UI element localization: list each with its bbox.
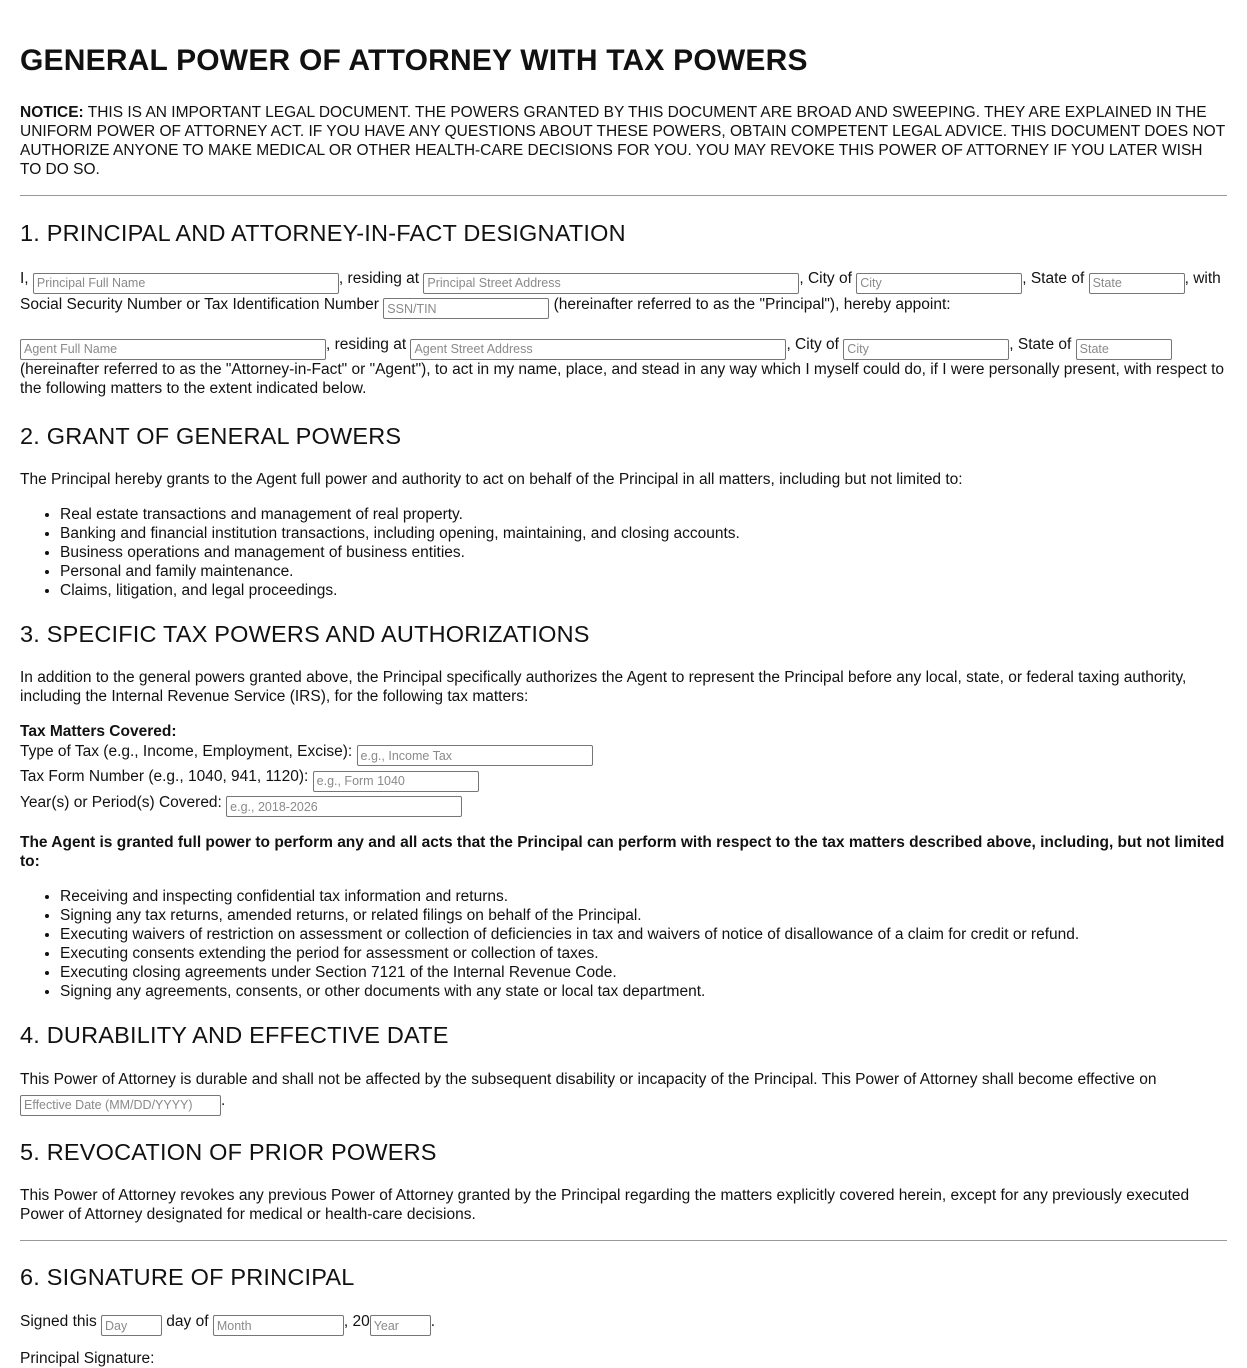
list-item: • Executing closing agreements under Section 7121 of the Internal Revenue Code. xyxy=(60,963,1227,982)
section-5-heading: 5. REVOCATION OF PRIOR POWERS xyxy=(20,1138,437,1165)
section-6-heading: 6. SIGNATURE OF PRINCIPAL xyxy=(20,1263,355,1290)
text-residing: , residing at xyxy=(338,270,424,287)
principal-city-input[interactable] xyxy=(856,273,1022,294)
principal-address-input[interactable] xyxy=(423,273,799,294)
tax-years-label: Year(s) or Period(s) Covered: xyxy=(20,793,227,811)
principal-name-input[interactable] xyxy=(33,273,339,294)
text-city: , City of xyxy=(799,270,857,287)
general-powers-list xyxy=(20,505,1227,600)
agent-state-input[interactable] xyxy=(1076,339,1172,360)
day-input[interactable] xyxy=(101,1315,162,1336)
text-agent-after: (hereinafter referred to as the "Attorney-in-Fact" or "Agent"), to act in my name, place, and stead in any way which I myself could do, if I were personally present, with respect to the following matters to the extent indicated below. xyxy=(20,360,1225,397)
durability-text: This Power of Attorney is durable and shall not be affected by the subsequent disability or incapacity of the Principal. This Power of Attorney shall become effective on xyxy=(20,1071,1157,1088)
principal-signature-label: Principal Signature: xyxy=(20,1350,155,1367)
divider xyxy=(20,195,1227,196)
list-item: • Real estate transactions and management of real property. xyxy=(60,505,1227,524)
twenty-text: , 20 xyxy=(343,1312,370,1330)
notice-text: THIS IS AN IMPORTANT LEGAL DOCUMENT. THE POWERS GRANTED BY THIS DOCUMENT ARE BROAD AND SWEEPING. THEY ARE EXPLAINED IN THE UNIFORM POWER OF ATTORNEY ACT. IF YOU HAVE ANY QUESTIONS ABOUT THESE POWERS, OBTAIN COMPETENT LEGAL ADVICE. THIS DOCUMENT DOES NOT AUTHORIZE ANYONE TO MAKE MEDICAL OR OTHER HEALTH-CARE DECISIONS FOR YOU. YOU MAY REVOKE THIS POWER OF ATTORNEY IF YOU LATER WISH TO DO SO. xyxy=(20,104,1225,178)
list-item: • Signing any tax returns, amended returns, or related filings on behalf of the Principal. xyxy=(60,906,1227,925)
principal-state-input[interactable] xyxy=(1089,273,1185,294)
section-2-intro: The Principal hereby grants to the Agent full power and authority to act on behalf of the Principal in all matters, including but not limited to: xyxy=(20,470,963,488)
section-2-heading: 2. GRANT OF GENERAL POWERS xyxy=(20,422,402,449)
tax-grant-statement: The Agent is granted full power to perform any and all acts that the Principal can perform with respect to the tax matters described above, including, but not limited to: xyxy=(20,834,1225,870)
text-state: , State of xyxy=(1022,270,1089,287)
text-state: , State of xyxy=(1009,336,1076,353)
list-item: • Executing consents extending the period for assessment or collection of taxes. xyxy=(60,944,1227,963)
agent-address-input[interactable] xyxy=(410,339,786,360)
text-appoint: (hereinafter referred to as the "Principal"), hereby appoint: xyxy=(549,295,951,313)
section-1-heading: 1. PRINCIPAL AND ATTORNEY-IN-FACT DESIGNATION xyxy=(20,220,626,246)
tax-years-input[interactable] xyxy=(226,796,462,817)
tax-powers-list xyxy=(20,887,1227,1001)
notice-label: NOTICE: xyxy=(20,104,84,121)
ssn-input[interactable] xyxy=(383,298,549,319)
list-item: • Personal and family maintenance. xyxy=(60,562,1227,581)
tax-matters-label: Tax Matters Covered: xyxy=(20,722,177,740)
period: . xyxy=(430,1312,436,1330)
tax-years-row xyxy=(20,792,1227,818)
document-title: GENERAL POWER OF ATTORNEY WITH TAX POWERS xyxy=(20,44,808,77)
period: . xyxy=(221,1092,226,1109)
section-4-heading: 4. DURABILITY AND EFFECTIVE DATE xyxy=(20,1022,449,1048)
day-of-text: day of xyxy=(162,1312,213,1330)
tax-form-row xyxy=(20,766,1227,792)
agent-city-input[interactable] xyxy=(843,339,1009,360)
list-item: • Signing any agreements, consents, or other documents with any state or local tax department. xyxy=(60,982,1227,1001)
section-4-text xyxy=(20,1069,1227,1116)
text-city: , City of xyxy=(786,336,844,353)
list-item: • Executing waivers of restriction on assessment or collection of deficiencies in tax and waivers of notice of disallowance of a claim for credit or refund. xyxy=(60,925,1227,944)
list-item: • Receiving and inspecting confidential tax information and returns. xyxy=(60,887,1227,906)
list-item: • Claims, litigation, and legal proceedings. xyxy=(60,581,1227,600)
tax-form-label: Tax Form Number (e.g., 1040, 941, 1120): xyxy=(20,768,313,785)
agent-name-input[interactable] xyxy=(20,339,326,360)
text-with-ssn: , with Social Security Number or Tax Identification Number xyxy=(20,270,1221,313)
signed-this-text: Signed this xyxy=(20,1312,101,1330)
agent-paragraph xyxy=(20,335,1227,398)
divider xyxy=(20,1240,1227,1241)
list-item: • Banking and financial institution transactions, including opening, maintaining, and closing accounts. xyxy=(60,524,1227,543)
section-3-intro: In addition to the general powers granted above, the Principal specifically authorizes the Agent to represent the Principal before any local, state, or federal taxing authority, including the Internal Revenue Service (IRS), for the following tax matters: xyxy=(20,668,1187,705)
signed-date-row xyxy=(20,1311,1227,1337)
principal-paragraph xyxy=(20,268,1227,319)
text-residing: , residing at xyxy=(326,336,411,353)
tax-type-row xyxy=(20,741,1227,767)
effective-date-input[interactable] xyxy=(20,1095,221,1116)
section-3-heading: 3. SPECIFIC TAX POWERS AND AUTHORIZATIONS xyxy=(20,620,590,647)
text-i: I, xyxy=(20,270,33,287)
tax-type-input[interactable] xyxy=(357,745,593,766)
tax-type-label: Type of Tax (e.g., Income, Employment, Excise): xyxy=(20,742,357,760)
section-5-text: This Power of Attorney revokes any previous Power of Attorney granted by the Principal regarding the matters explicitly covered herein, except for any previously executed Power of Attorney designated for medical or health-care decisions. xyxy=(20,1186,1190,1223)
list-item: • Business operations and management of business entities. xyxy=(60,543,1227,562)
notice-paragraph xyxy=(20,103,1227,179)
tax-form-input[interactable] xyxy=(313,771,479,792)
year-input[interactable] xyxy=(370,1315,431,1336)
month-input[interactable] xyxy=(213,1315,344,1336)
